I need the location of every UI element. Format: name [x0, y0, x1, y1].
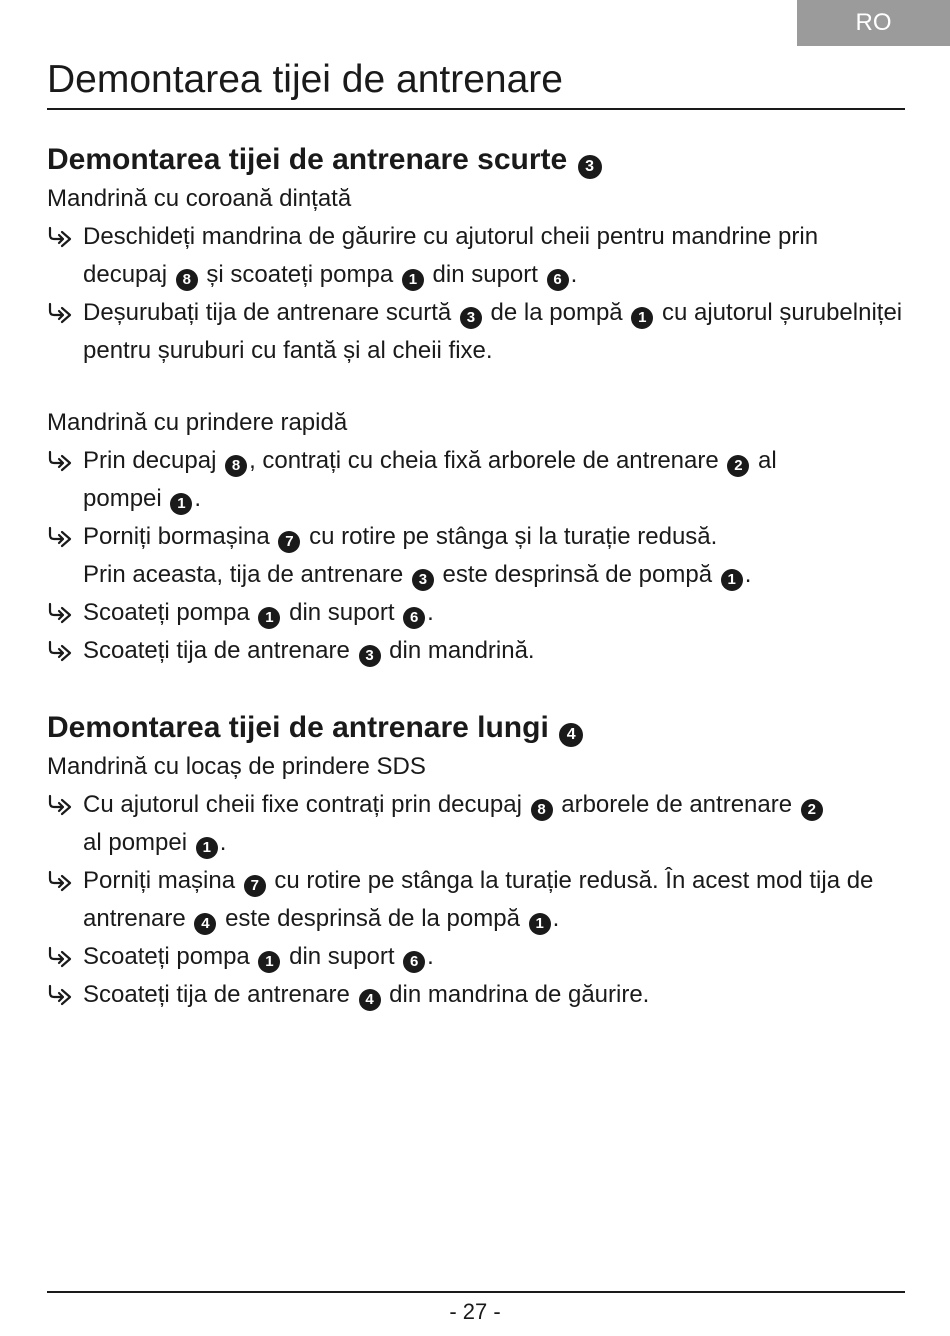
step-text: Deșurubați tija de antrenare scurtă: [83, 299, 458, 326]
callout-number-badge: 6: [403, 951, 425, 973]
group-label: Mandrină cu prindere rapidă: [47, 409, 348, 436]
step-text: .: [219, 829, 227, 856]
step-text: Scoateți tija de antrenare: [83, 981, 357, 1008]
callout-number-badge: 1: [402, 269, 424, 291]
instruction-step: [47, 862, 907, 938]
page-title: Demontarea tijei de antrenare: [47, 58, 563, 101]
arrow-right-icon: [47, 524, 73, 550]
step-text: cu rotire pe stânga și la turație redusă.: [302, 523, 718, 550]
callout-number-badge: 3: [460, 307, 482, 329]
step-text: Porniți mașina: [83, 867, 242, 894]
section-title: [47, 708, 907, 748]
step-text: , contrați cu cheia fixă arborele de antrenare: [249, 447, 726, 474]
step-text: și scoateți pompa: [199, 261, 400, 288]
step-text: pompei: [83, 485, 169, 512]
step-text: .: [744, 561, 752, 588]
step-text: .: [194, 485, 202, 512]
callout-number-badge: 3: [412, 569, 434, 591]
callout-number-badge: 1: [631, 307, 653, 329]
instruction-step: [47, 976, 907, 1014]
step-text: arborele de antrenare: [554, 791, 799, 818]
step-line: [83, 824, 907, 862]
arrow-right-icon: [47, 868, 73, 894]
step-text: din mandrina de găurire.: [382, 981, 650, 1008]
callout-number-badge: 1: [196, 837, 218, 859]
callout-number-badge: 6: [547, 269, 569, 291]
callout-number-badge: 8: [176, 269, 198, 291]
instruction-step: [47, 442, 907, 518]
manual-content: [47, 140, 907, 1014]
step-line: [83, 594, 907, 632]
step-text: este desprinsă de la pompă: [218, 905, 527, 932]
section-title-text: Demontarea tijei de antrenare lungi: [47, 711, 549, 744]
step-text: din mandrină.: [382, 637, 535, 664]
instruction-step: [47, 632, 907, 670]
instruction-step: [47, 938, 907, 976]
step-text: Prin decupaj: [83, 447, 224, 474]
step-text: cu rotire pe stânga la turație redusă. În acest mod tija de: [267, 867, 874, 894]
callout-number-badge: 1: [170, 493, 192, 515]
step-text: al pompei: [83, 829, 194, 856]
step-text: din suport: [282, 599, 402, 626]
step-text: Prin aceasta, tija de antrenare: [83, 561, 410, 588]
step-text: al: [751, 447, 777, 474]
step-text: Scoateți pompa: [83, 943, 257, 970]
step-text: .: [427, 599, 434, 626]
callout-number-badge: 7: [278, 531, 300, 553]
step-text: Deschideți mandrina de găurire cu ajutorul cheii pentru mandrine prin: [83, 223, 819, 250]
callout-number-badge: 3: [359, 645, 381, 667]
callout-number-badge: 2: [801, 799, 823, 821]
step-text: .: [427, 943, 434, 970]
step-text: Cu ajutorul cheii fixe contrați prin decupaj: [83, 791, 529, 818]
group-spacer: [47, 370, 907, 404]
arrow-right-icon: [47, 300, 73, 326]
arrow-right-icon: [47, 448, 73, 474]
step-text: este desprinsă de pompă: [435, 561, 719, 588]
group-label: Mandrină cu locaș de prindere SDS: [47, 753, 426, 780]
step-text: Scoateți pompa: [83, 599, 257, 626]
arrow-right-icon: [47, 792, 73, 818]
step-text: .: [552, 905, 560, 932]
step-line: [83, 294, 907, 332]
step-line: [83, 442, 907, 480]
group-label: Mandrină cu coroană dințată: [47, 185, 352, 212]
section-title-text: Demontarea tijei de antrenare scurte: [47, 143, 568, 176]
step-text: Scoateți tija de antrenare: [83, 637, 357, 664]
step-text: din suport: [282, 943, 402, 970]
step-line: [83, 256, 907, 294]
step-text: de la pompă: [483, 299, 630, 326]
instruction-step: [47, 594, 907, 632]
callout-number-badge: 4: [194, 913, 216, 935]
step-text: .: [570, 261, 578, 288]
step-line: [83, 218, 907, 256]
step-text: din suport: [425, 261, 545, 288]
step-text: cu ajutorul șurubelniței: [655, 299, 903, 326]
section-spacer: [47, 670, 907, 708]
step-text: decupaj: [83, 261, 174, 288]
step-line: [83, 480, 907, 518]
callout-number-badge: 8: [531, 799, 553, 821]
callout-number-badge: 3: [578, 155, 602, 179]
language-tab: RO: [797, 0, 950, 46]
step-line: [83, 632, 907, 670]
section-title: [47, 140, 907, 180]
callout-number-badge: 1: [258, 951, 280, 973]
step-text: Porniți bormașina: [83, 523, 277, 550]
step-line: [83, 976, 907, 1014]
callout-number-badge: 1: [258, 607, 280, 629]
step-line: [83, 938, 907, 976]
step-line: [83, 518, 907, 556]
callout-number-badge: 7: [244, 875, 266, 897]
page-number: - 27 -: [449, 1299, 501, 1324]
step-line: [83, 786, 907, 824]
step-line: [83, 900, 907, 938]
arrow-right-icon: [47, 944, 73, 970]
callout-number-badge: 6: [403, 607, 425, 629]
instruction-step: [47, 786, 907, 862]
callout-number-badge: 1: [529, 913, 551, 935]
step-text: pentru șuruburi cu fantă și al cheii fixe.: [83, 337, 493, 364]
step-line: [83, 332, 907, 370]
step-line: [83, 556, 907, 594]
callout-number-badge: 8: [225, 455, 247, 477]
step-line: [83, 862, 907, 900]
arrow-right-icon: [47, 224, 73, 250]
callout-number-badge: 4: [559, 723, 583, 747]
instruction-step: [47, 218, 907, 294]
footer-divider: [47, 1291, 905, 1293]
callout-number-badge: 1: [721, 569, 743, 591]
callout-number-badge: 4: [359, 989, 381, 1011]
instruction-step: [47, 294, 907, 370]
arrow-right-icon: [47, 638, 73, 664]
arrow-right-icon: [47, 982, 73, 1008]
instruction-step: [47, 518, 907, 594]
title-divider: [47, 108, 905, 110]
step-text: antrenare: [83, 905, 193, 932]
arrow-right-icon: [47, 600, 73, 626]
callout-number-badge: 2: [727, 455, 749, 477]
